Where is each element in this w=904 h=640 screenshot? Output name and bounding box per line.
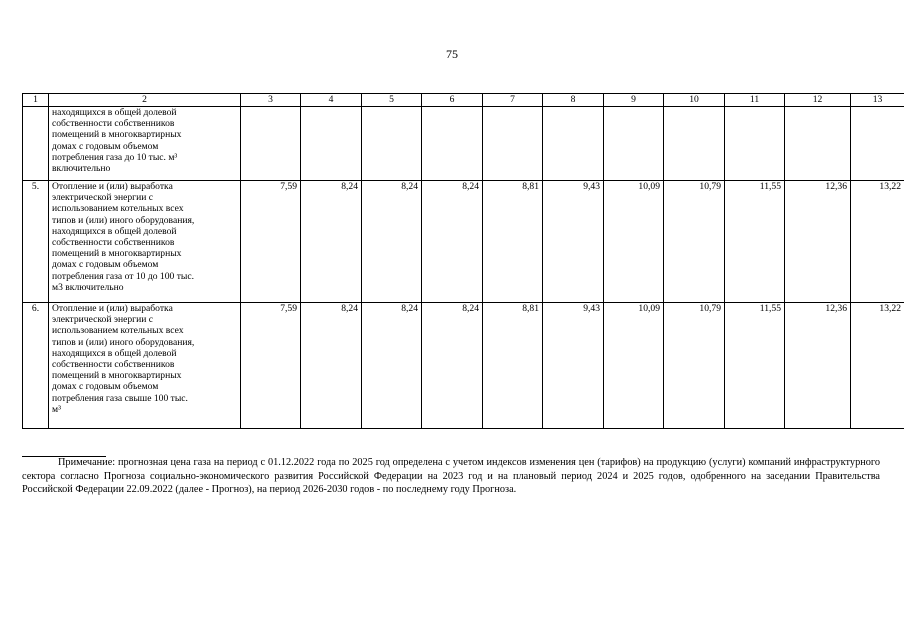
description-line: м3 включительно [52, 281, 124, 293]
price-cell: 8,24 [362, 303, 422, 429]
price-forecast-table [22, 93, 904, 429]
row-number: 5. [23, 181, 49, 303]
column-header: 3 [241, 94, 301, 107]
column-header: 5 [362, 94, 422, 107]
column-header: 13 [851, 94, 904, 107]
description-line: собственности собственников [52, 237, 175, 249]
price-cell: 12,36 [785, 303, 851, 429]
price-cell [483, 107, 543, 181]
column-header: 4 [301, 94, 362, 107]
row-description [49, 181, 241, 303]
description-line: собственности собственников [52, 118, 175, 130]
price-cell [543, 107, 604, 181]
price-cell: 7,59 [241, 303, 301, 429]
price-cell: 8,81 [483, 181, 543, 303]
description-line: домах с годовым объемом [52, 259, 159, 271]
description-line: использованием котельных всех [52, 325, 184, 337]
column-header: 11 [725, 94, 785, 107]
price-cell: 8,24 [301, 181, 362, 303]
description-line: находящихся в общей долевой [52, 107, 177, 118]
description-line: помещений в многоквартирных [52, 370, 182, 382]
price-cell: 8,24 [362, 181, 422, 303]
description-line: потребления газа от 10 до 100 тыс. [52, 270, 194, 282]
description-line: помещений в многоквартирных [52, 248, 182, 260]
price-cell: 10,09 [604, 181, 664, 303]
description-line: находящихся в общей долевой [52, 225, 177, 237]
price-cell: 8,24 [422, 181, 483, 303]
price-cell: 9,43 [543, 181, 604, 303]
price-cell: 9,43 [543, 303, 604, 429]
description-line: потребления газа до 10 тыс. м³ [52, 151, 178, 163]
table-body [23, 107, 904, 429]
price-cell: 7,59 [241, 181, 301, 303]
price-cell [725, 107, 785, 181]
description-line: м³ [52, 403, 61, 415]
description-line: домах с годовым объемом [52, 381, 159, 393]
description-line: собственности собственников [52, 359, 175, 371]
row-number: 6. [23, 303, 49, 429]
description-line: электрической энергии с [52, 192, 154, 204]
price-cell [362, 107, 422, 181]
price-cell: 8,24 [422, 303, 483, 429]
column-header: 7 [483, 94, 543, 107]
column-header: 8 [543, 94, 604, 107]
price-cell: 8,81 [483, 303, 543, 429]
column-header: 6 [422, 94, 483, 107]
description-line: потребления газа свыше 100 тыс. [52, 392, 188, 404]
table-row [23, 303, 904, 429]
row-description [49, 303, 241, 429]
price-cell: 13,22 [851, 303, 904, 429]
price-cell [301, 107, 362, 181]
price-cell [241, 107, 301, 181]
description-line: Отопление и (или) выработка [52, 303, 173, 314]
description-line: типов и (или) иного оборудования, [52, 336, 195, 348]
page-number: 75 [446, 47, 458, 61]
price-cell [664, 107, 725, 181]
footnote: Примечание: прогнозная цена газа на период с 01.12.2022 года по 2025 год определена с учетом индексов изменения цен (тарифов) на продукцию (услуги) компаний инфраструктурного сектора согласно Прогноза социально-экономического развития Российской Федерации на 2023 год и на плановый период 2024 и 2025 годов, одобренного на заседании Правительства Российской Федерации 22.09.2022 (далее - Прогноз), на период 2026-2030 годов - по последнему году Прогноза. [22, 457, 880, 495]
price-cell: 10,79 [664, 303, 725, 429]
row-number [23, 107, 49, 181]
description-line: находящихся в общей долевой [52, 347, 177, 359]
column-header: 1 [23, 94, 49, 107]
description-line: использованием котельных всех [52, 203, 184, 215]
price-cell [851, 107, 904, 181]
price-cell: 10,09 [604, 303, 664, 429]
column-header: 12 [785, 94, 851, 107]
table-row [23, 107, 904, 181]
description-line: типов и (или) иного оборудования, [52, 214, 195, 226]
description-line: электрической энергии с [52, 314, 154, 326]
header-row [23, 94, 904, 107]
price-cell: 12,36 [785, 181, 851, 303]
price-cell: 13,22 [851, 181, 904, 303]
description-line: включительно [52, 163, 111, 175]
table-row [23, 181, 904, 303]
price-cell [785, 107, 851, 181]
price-cell: 11,55 [725, 181, 785, 303]
description-line: Отопление и (или) выработка [52, 181, 173, 192]
description-line: домах с годовым объемом [52, 140, 159, 152]
column-header: 2 [49, 94, 241, 107]
price-cell: 10,79 [664, 181, 725, 303]
column-header: 9 [604, 94, 664, 107]
description-line: помещений в многоквартирных [52, 129, 182, 141]
price-cell [604, 107, 664, 181]
price-cell: 11,55 [725, 303, 785, 429]
column-header: 10 [664, 94, 725, 107]
price-cell: 8,24 [301, 303, 362, 429]
price-cell [422, 107, 483, 181]
row-description [49, 107, 241, 181]
